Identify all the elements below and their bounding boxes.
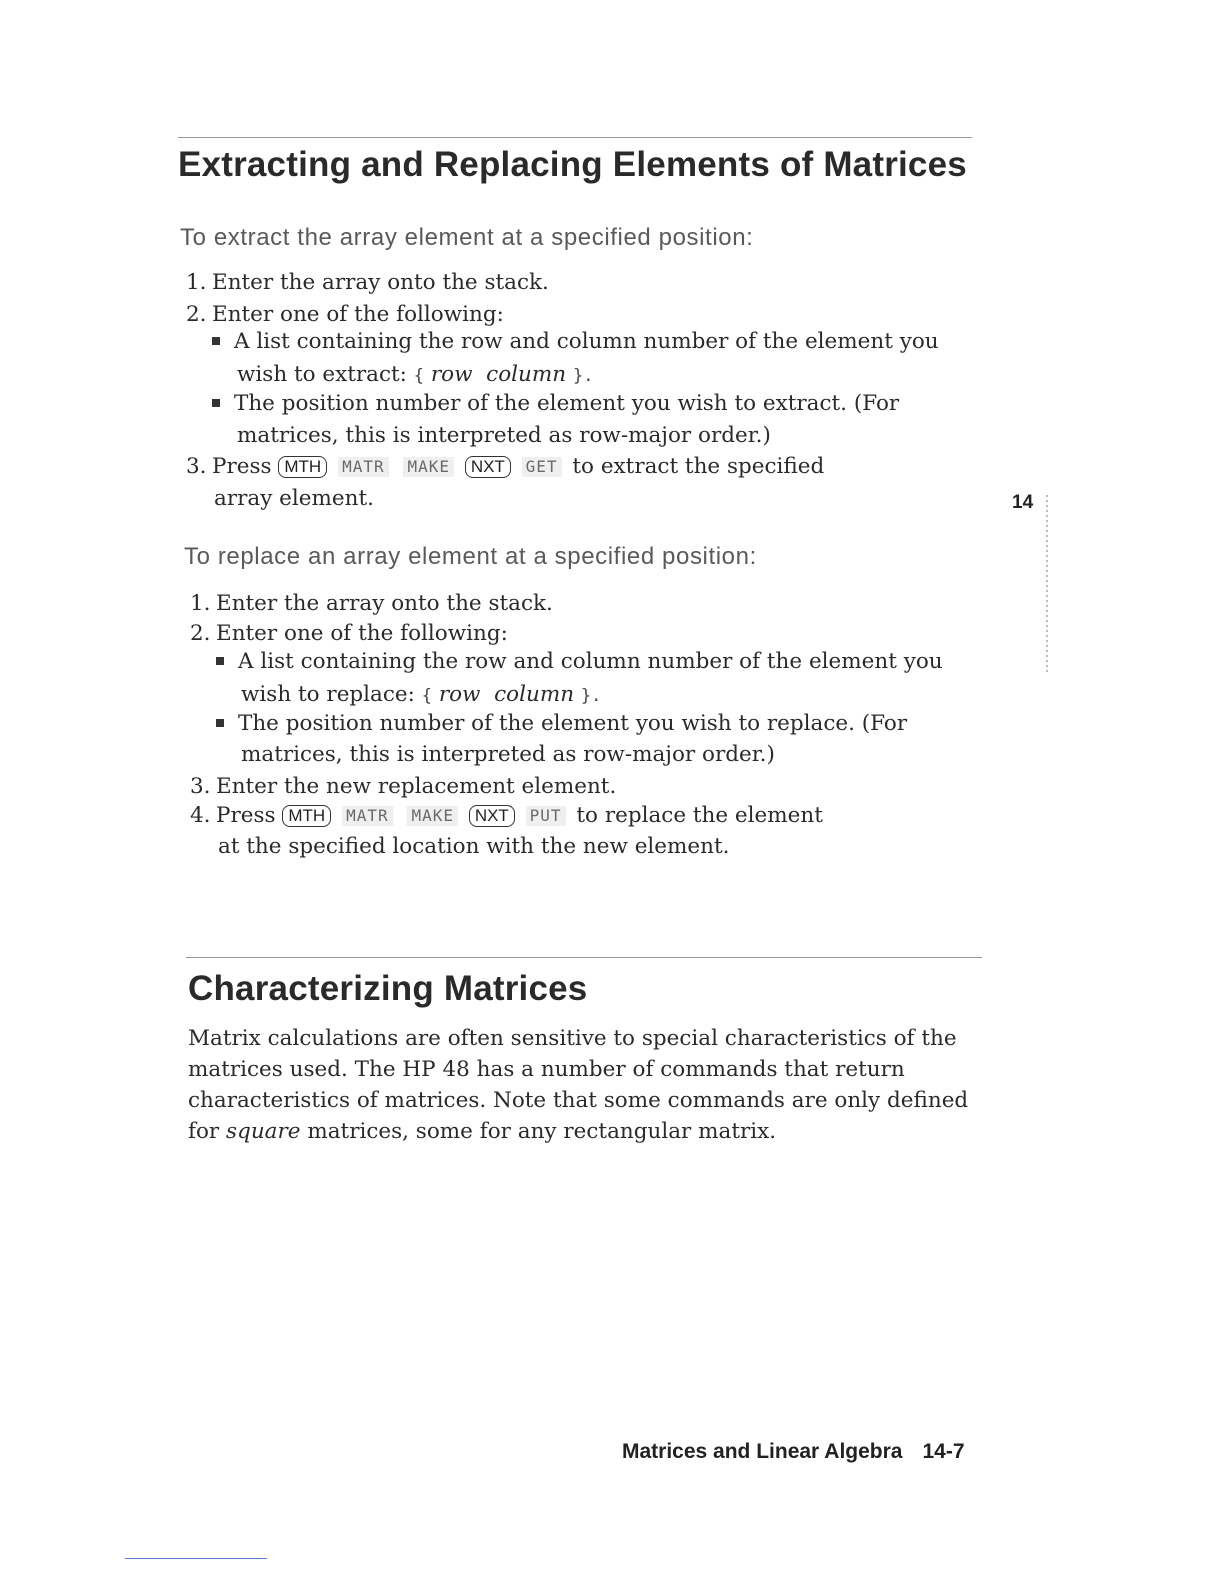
section-title-characterizing: Characterizing Matrices	[188, 969, 588, 1008]
bullet-text: The position number of the element you wish to extract. (For	[234, 391, 900, 416]
section-title-extracting: Extracting and Replacing Elements of Matrices	[178, 145, 967, 184]
extract-bullet-2-cont	[237, 423, 771, 448]
bullet-text: wish to replace:	[241, 682, 415, 707]
list-brace-close: }.	[580, 686, 602, 706]
list-brace-close: }.	[572, 366, 594, 386]
get-menu-key: GET	[522, 457, 562, 477]
step-number: 1.	[190, 591, 211, 616]
replace-step-4-cont	[218, 834, 729, 859]
chapter-tab-edge	[1046, 495, 1048, 675]
para-line-1: Matrix calculations are often sensitive to special characteristics of the	[188, 1026, 957, 1051]
step-number: 3.	[190, 774, 211, 799]
step-number: 1.	[186, 270, 207, 295]
replace-bullet-1	[216, 649, 943, 674]
heading-extract: To extract the array element at a specified position:	[180, 224, 754, 251]
nxt-key: NXT	[469, 805, 515, 827]
step-number: 4.	[190, 803, 211, 828]
mth-key: MTH	[278, 456, 327, 478]
replace-step-2	[190, 621, 508, 646]
para-line-2: matrices used. The HP 48 has a number of commands that return	[188, 1057, 905, 1082]
row-arg: row	[430, 362, 473, 387]
para-text: matrices, some for any rectangular matrix.	[307, 1119, 777, 1144]
emphasis-square: square	[226, 1119, 301, 1144]
extract-step-3	[186, 454, 824, 479]
bullet-text: A list containing the row and column number of the element you	[238, 649, 943, 674]
make-menu-key: MAKE	[407, 806, 458, 826]
top-rule	[178, 137, 972, 138]
para-line-4	[188, 1119, 776, 1144]
list-brace-open: {	[413, 366, 425, 386]
step-text: Enter the array onto the stack.	[216, 591, 553, 616]
bullet-icon	[216, 657, 224, 665]
replace-step-4	[190, 803, 823, 828]
column-arg: column	[486, 362, 567, 387]
bullet-icon	[212, 399, 220, 407]
extract-step-2	[186, 302, 504, 327]
step-text: Enter the array onto the stack.	[212, 270, 549, 295]
step-number: 2.	[186, 302, 207, 327]
extract-bullet-1	[212, 329, 939, 354]
extract-bullet-2	[212, 391, 899, 416]
bullet-text: A list containing the row and column number of the element you	[234, 329, 939, 354]
replace-step-1	[190, 591, 553, 616]
nxt-key: NXT	[465, 456, 511, 478]
para-line-3: characteristics of matrices. Note that some commands are only defined	[188, 1088, 969, 1113]
para-text: for	[188, 1119, 220, 1144]
chapter-tab: 14	[1012, 492, 1034, 513]
extract-bullet-1-cont	[237, 362, 593, 387]
make-menu-key: MAKE	[403, 457, 454, 477]
bullet-text: The position number of the element you wish to replace. (For	[238, 711, 908, 736]
step-text: at the specified location with the new element.	[218, 834, 730, 859]
replace-bullet-2	[216, 711, 907, 736]
step-text: to replace the element	[576, 803, 823, 828]
step-text: Enter the new replacement element.	[216, 774, 617, 799]
extract-step-3-cont	[214, 486, 374, 511]
page-footer	[622, 1440, 965, 1464]
replace-step-3	[190, 774, 616, 799]
bullet-text: matrices, this is interpreted as row-major order.)	[237, 423, 771, 448]
step-text: to extract the specified	[572, 454, 825, 479]
replace-bullet-2-cont	[241, 742, 775, 767]
replace-bullet-1-cont	[241, 682, 601, 707]
page-number: 14-7	[922, 1440, 965, 1463]
extract-step-1	[186, 270, 549, 295]
step-text: Enter one of the following:	[216, 621, 508, 646]
bottom-edge-line	[125, 1558, 267, 1559]
matr-menu-key: MATR	[338, 457, 389, 477]
mth-key: MTH	[282, 805, 331, 827]
step-text: array element.	[214, 486, 374, 511]
bullet-icon	[216, 719, 224, 727]
step-text: Press	[216, 803, 276, 828]
heading-replace: To replace an array element at a specified position:	[184, 543, 757, 570]
matr-menu-key: MATR	[342, 806, 393, 826]
step-text: Press	[212, 454, 272, 479]
footer-title: Matrices and Linear Algebra	[622, 1440, 903, 1463]
list-brace-open: {	[421, 686, 432, 706]
bullet-icon	[212, 337, 220, 345]
column-arg: column	[494, 682, 575, 707]
put-menu-key: PUT	[526, 806, 566, 826]
step-number: 3.	[186, 454, 207, 479]
bullet-text: matrices, this is interpreted as row-major order.)	[241, 742, 775, 767]
step-number: 2.	[190, 621, 211, 646]
step-text: Enter one of the following:	[212, 302, 504, 327]
bullet-text: wish to extract:	[237, 362, 407, 387]
section-rule	[186, 957, 982, 958]
row-arg: row	[438, 682, 481, 707]
